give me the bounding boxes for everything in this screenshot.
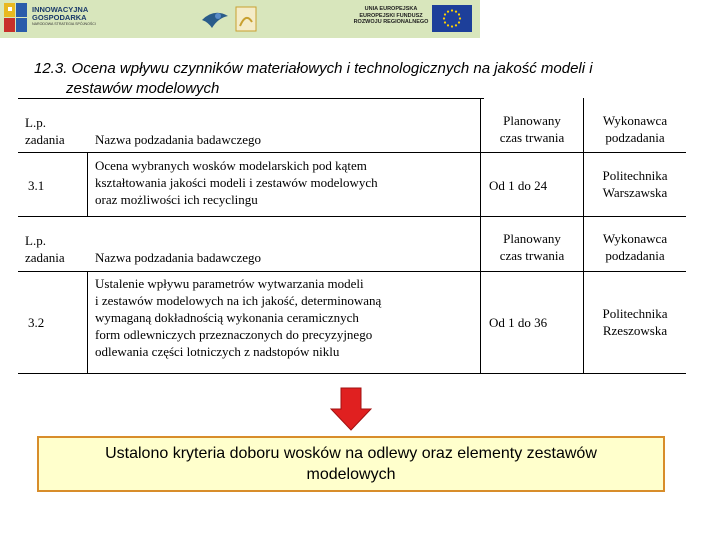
innowacyjna-gospodarka-logo: [4, 3, 124, 35]
row-name: [95, 157, 378, 208]
ig-logo-line2: GOSPODARKA: [32, 13, 87, 22]
header-lp: [25, 114, 65, 148]
row-name-line: oraz możliwości ich recyclingu: [95, 192, 258, 207]
header-time-line2: czas trwania: [499, 130, 565, 145]
row-exec-line2: Warszawska: [602, 185, 668, 200]
row-name-line: odlewania części lotniczych z nadstopów niklu: [95, 344, 340, 359]
table-border: [18, 373, 686, 374]
header-lp: [25, 232, 65, 266]
header-lp-line1: L.p.: [25, 115, 46, 130]
table-border: [18, 271, 686, 272]
header-time-line1: Planowany: [503, 113, 561, 128]
header-banner: [0, 0, 480, 38]
row-exec: [585, 305, 685, 339]
header-lp-line1: L.p.: [25, 233, 46, 248]
row-name-line: kształtowania jakości modeli i zestawów modelowych: [95, 175, 378, 190]
table-divider: [583, 98, 584, 373]
eu-label-line3: ROZWOJU REGIONALNEGO: [353, 19, 429, 25]
header-exec: [585, 230, 685, 264]
header-exec-line2: podzadania: [605, 248, 665, 263]
eu-label-line1: UNIA EUROPEJSKA: [364, 6, 418, 12]
header-name: Nazwa podzadania badawczego: [95, 250, 262, 265]
result-box: [37, 436, 665, 492]
result-line1: Ustalono kryteria doboru wosków na odlewy oraz elementy zestawów: [105, 445, 597, 462]
header-exec: [585, 112, 685, 146]
ig-logo-icon: [4, 3, 28, 33]
result-line2: modelowych: [306, 466, 396, 483]
header-name: Nazwa podzadania badawczego: [95, 132, 262, 147]
row-exec-line2: Rzeszowska: [602, 323, 668, 338]
row-time: Od 1 do 36: [489, 315, 548, 330]
row-time: Od 1 do 24: [489, 178, 548, 193]
row-exec: [585, 167, 685, 201]
ig-logo-line1: INNOWACYJNA: [32, 5, 89, 14]
header-exec-line2: podzadania: [605, 130, 665, 145]
row-name-line: form odlewniczych przeznaczonych do precyzyjnego: [95, 327, 373, 342]
ig-logo-line3: NARODOWA STRATEGIA SPÓJNOŚCI: [32, 22, 96, 26]
header-time: [482, 230, 582, 264]
header-lp-line2: zadania: [25, 132, 65, 147]
row-lp: 3.1: [28, 178, 45, 193]
partner-logos-icon: [200, 4, 260, 34]
header-time: [482, 112, 582, 146]
title-line2: zestawów modelowych: [66, 80, 220, 97]
header-time-line2: czas trwania: [499, 248, 565, 263]
table-divider: [87, 152, 88, 216]
row-name-line: i zestawów modelowych na ich jakość, determinowaną: [95, 293, 382, 308]
eu-flag-icon: [432, 5, 472, 32]
title-line1: 12.3. Ocena wpływu czynników materiałowych i technologicznych na jakość modeli i: [34, 60, 593, 77]
header-exec-line1: Wykonawca: [602, 113, 668, 128]
table-divider: [87, 271, 88, 373]
table-divider: [480, 98, 481, 373]
table-border: [18, 152, 686, 153]
row-name: [95, 275, 381, 360]
header-exec-line1: Wykonawca: [602, 231, 668, 246]
header-lp-line2: zadania: [25, 250, 65, 265]
table-border: [18, 216, 686, 217]
page-title: [34, 59, 694, 99]
row-name-line: Ocena wybranych wosków modelarskich pod kątem: [95, 158, 367, 173]
table-border: [18, 98, 484, 99]
row-lp: 3.2: [28, 315, 45, 330]
row-exec-line1: Politechnika: [602, 168, 668, 183]
row-name-line: wymaganą dokładnością wykonania ceramicznych: [95, 310, 359, 325]
eu-label-line2: EUROPEJSKI FUNDUSZ: [359, 12, 423, 19]
row-exec-line1: Politechnika: [602, 306, 668, 321]
header-time-line1: Planowany: [503, 231, 561, 246]
row-name-line: Ustalenie wpływu parametrów wytwarzania modeli: [95, 276, 364, 291]
down-arrow-icon: [330, 387, 372, 431]
